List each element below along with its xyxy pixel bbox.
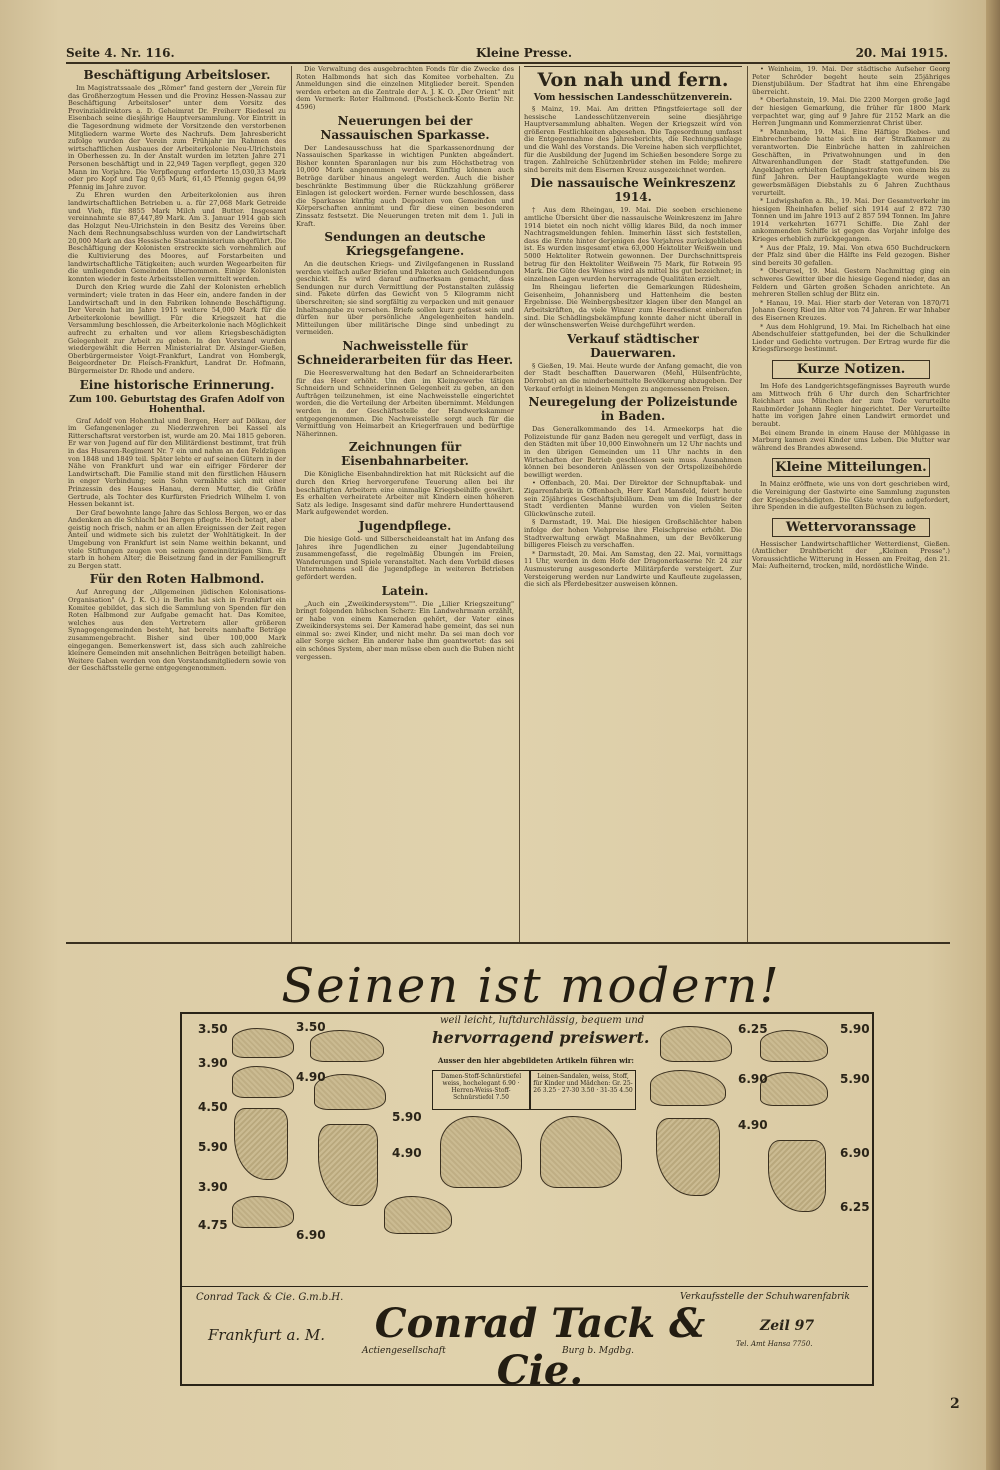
column-divider <box>519 66 520 942</box>
article-title: Latein. <box>381 583 429 598</box>
article-paragraph: Die Königliche Eisenbahndirektion hat mit Rücksicht auf die durch den Krieg hervorgerufene Teuerung allen bei ihr beschäftigten Arbeitern eine einmalige Kriegsbeihilfe gewährt. Es erhalten verheiratete Arbeiter mit Kindern einen höheren Satz als ledige. Insgesamt sind dafür mehrere Hunderttausend Mark aufgewendet worden. <box>296 470 514 517</box>
ad-price: 4.90 <box>296 1070 326 1084</box>
article-subtitle: Zum 100. Geburtstag des Grafen Adolf von Hohenthal. <box>69 394 285 415</box>
article-paragraph: Die Verwaltung des ausgebrachten Fonds für die Zwecke des Roten Halbmonds hat sich das Komitee vorbehalten. Zu Anmeldungen sind die einzelnen Mitglieder bereit. Spenden werden erbeten an die Zentrale der A. J. K. O. „Der Orient" mit dem Vermerk: Roter Halbmond. (Postscheck-Konto Berlin Nr. 4596) <box>296 66 514 111</box>
ad-price: 6.90 <box>840 1146 870 1160</box>
section-heading: Von nah und fern. <box>524 66 742 91</box>
page-edge <box>986 0 1000 1470</box>
page-header <box>66 46 948 60</box>
ad-price: 6.90 <box>738 1072 768 1086</box>
ad-box-boots: Damen-Stoff-Schnürstiefel weiss, hochelegant 6.90 · Herren-Weiss-Stoff-Schnürstiefel 7.50 <box>432 1070 530 1110</box>
article-paragraph: An die deutschen Kriegs- und Zivilgefangenen in Russland werden vielfach außer Briefen und Paketen auch Geldsendungen geschickt. Es wird darauf aufmerksam gemacht, dass Sendungen nur durch Vermittlung der Postanstalten zulässig sind. Pakete dürfen das Gewicht von 5 Kilogramm nicht überschreiten; sie sind sorgfältig zu verpacken und mit genauer Inhaltsangabe zu versehen. Briefe sollen kurz gefasst sein und dürfen nur über persönliche Angelegenheiten handeln. Mitteilungen über militärische Dinge sind unbedingt zu vermeiden. <box>296 260 514 337</box>
article-title: Die nassauische Weinkreszenz 1914. <box>530 176 736 205</box>
article-paragraph: * Aus dem Hohlgrund, 19. Mai. Im Richelbach hat eine Abendschulfeier stattgefunden, bei der die Schulkinder Lieder und Gedichte vortrugen. Der Ertrag wurde für die Kriegsfürsorge bestimmt. <box>752 322 950 354</box>
ad-price: 6.90 <box>296 1228 326 1242</box>
article-title: Neuerungen bei der Nassauischen Sparkasse. <box>320 113 490 142</box>
article-paragraph: * Oberlahnstein, 19. Mai. Die 2200 Morgen große Jagd der hiesigen Gemarkung, die früher für 1800 Mark verpachtet war, ging auf 9 Jahre für 2152 Mark an die Herren Jungmann und Kommerzienrat Christ über. <box>752 96 950 128</box>
article-title: Beschäftigung Arbeitsloser. <box>83 68 271 82</box>
article-paragraph: § Gießen, 19. Mai. Heute wurde der Anfang gemacht, die von der Stadt beschafften Dauerwaren (Mehl, Hülsenfrüchte, Dörrobst) an die minderbemittelte Bevölkerung abzugeben. Der Verkauf erfolgt in kleinen Mengen zu angemessenen Preisen. <box>524 361 742 393</box>
header-rule <box>66 62 950 64</box>
brand-ag: Actiengesellschaft <box>362 1346 446 1356</box>
article-paragraph: Der Landesausschuss hat die Sparkassenordnung der Nassauischen Sparkasse in wichtigen Punkten abgeändert. Bisher konnten Sparanlagen nur bis zum Höchstbetrag von 10,000 Mark angenommen werden. Künftig können auch Beträge darüber hinaus angelegt werden. Auch die bisher beschränkte Bestimmung über die Rückzahlung größerer Einlagen ist gelockert worden. Ferner wurde beschlossen, dass die Sparkasse künftig auch Depositen von Gemeinden und Körperschaften annimmt und für diese einen besonderen Zinssatz festsetzt. Die Neuerungen treten mit dem 1. Juli in Kraft. <box>296 143 514 228</box>
article-paragraph: Auf Anregung der „Allgemeinen jüdischen Kolonisations-Organisation" (A. J. K. O.) in Berlin hat sich in Frankfurt ein Komitee gebildet, das sich die Sammlung von Spenden für den Roten Halbmond zur Aufgabe gemacht hat. Das Komitee, welches aus den Vertretern aller größeren Synagogengemeinden besteht, hat bereits namhafte Beträge zusammengebracht. Bisher sind über 100,000 Mark eingegangen. Bemerkenswert ist, dass sich auch zahlreiche kleinere Gemeinden mit ansehnlichen Beiträgen beteiligt haben. Weitere Gaben werden von den Vorstandsmitgliedern sowie von der Geschäftsstelle gerne entgegengenommen. <box>68 588 286 673</box>
article-paragraph: Die Heeresverwaltung hat den Bedarf an Schneiderarbeiten für das Heer erhöht. Um den im Kleingewerbe tätigen Schneidern und Schneiderinnen Gelegenheit zu geben, an den Aufträgen teilzunehmen, ist eine Nachweisstelle eingerichtet worden, die die Verteilung der Arbeiten übernimmt. Meldungen werden in der Geschäftsstelle der Handwerkskammer entgegengenommen. Die Nachweisstelle sorgt auch für die Vermittlung von Heimarbeit an Kriegerfrauen und bedürftige Näherinnen. <box>296 369 514 438</box>
ad-box-sandals: Leinen-Sandalen, weiss, Stoff, für Kinder und Mädchen: Gr. 25-26 3.25 · 27-30 3.50 · 31-35 4.50 <box>530 1070 636 1110</box>
article-paragraph: * Oberursel, 19. Mai. Gestern Nachmittag ging ein schweres Gewitter über die hiesige Gegend nieder, das an Feldern und Gärten großen Schaden anrichtete. An mehreren Stellen schlug der Blitz ein. <box>752 267 950 299</box>
ad-headline: Seinen ist modern! <box>281 958 781 1014</box>
article-paragraph: Das Generalkommando des 14. Armeekorps hat die Polizeistunde für ganz Baden neu geregelt und verfügt, dass in den Städten mit über 10,000 Einwohnern um 12 Uhr nachts und in den übrigen Gemeinden um 11 Uhr nachts in den Wirtschaften der Betrieb geschlossen sein muss. Ausnahmen können bei besonderen Anlässen von der Ortspolizeibehörde bewilligt werden. <box>524 425 742 479</box>
article-title: Kleine Mitteilungen. <box>772 458 930 477</box>
article-title: Eine historische Erinnerung. <box>79 377 275 392</box>
column-1 <box>68 66 286 942</box>
ad-price: 3.90 <box>198 1180 228 1194</box>
brand-name: Conrad Tack & Cie. <box>374 1300 706 1394</box>
ad-price: 5.90 <box>392 1110 422 1124</box>
article-paragraph: * Ludwigshafen a. Rh., 19. Mai. Der Gesamtverkehr im hiesigen Rheinhafen belief sich 1914 auf 2 872 730 Tonnen und im Jahre 1913 auf 2 857 594 Tonnen. Im Jahre 1914 verkehrten 16771 Schiffe. Die Zahl der ankommenden Schiffe ist gegen das Vorjahr infolge des Krieges erheblich zurückgegangen. <box>752 197 950 244</box>
ad-price: 3.90 <box>198 1056 228 1070</box>
article-paragraph: • Offenbach, 20. Mai. Der Direktor der Schnupftabak- und Zigarrenfabrik in Offenbach, Herr Karl Mansfeld, feiert heute sein 25jähriges Geschäftsjubiläum. Dem um die Industrie der Stadt verdienten Manne wurden von vielen Seiten Glückwünsche zuteil. <box>524 479 742 518</box>
article-paragraph: * Darmstadt, 20. Mai. Am Samstag, den 22. Mai, vormittags 11 Uhr, werden in dem Hofe der Dragonerkaserne Nr. 24 zur Ausmusterung ausgesonderte Militärpferde versteigert. Zur Versteigerung werden nur Landwirte und Kaufleute zugelassen, die sich als Pferdebesitzer ausweisen können. <box>524 549 742 589</box>
article-paragraph: § Darmstadt, 19. Mai. Die hiesigen Großschlächter haben infolge der hohen Viehpreise ihre Fleischpreise erhöht. Die Stadtverwaltung erwägt Maßnahmen, um der Bevölkerung billigeres Fleisch zu verschaffen. <box>524 518 742 550</box>
article-paragraph: Im Magistratssaale des „Römer" fand gestern der „Verein für das Großherzogtum Hessen und die Provinz Hessen-Nassau zur Beschäftigung Arbeitsloser" unter dem Vorsitz des Provinzialdirektors a. D. Geheimrat Dr. Freiherr Riedesel zu Eisenbach seine diesjährige Hauptversammlung. Vor Eintritt in die Tagesordnung widmete der Vorsitzende den verstorbenen Mitgliedern warme Worte des Nachrufs. Dem Jahresbericht zufolge wurden der Verein zum Frühjahr im Rahmen des wirtschaftlichen Ausbaues der Arbeiterkolonie Neu-Ulrichstein in Oberhessen zu. In der Anstalt wurden im letzten Jahre 271 Personen beschäftigt und in 22,949 Tagen verpflegt, gegen 320 Mann im Vorjahre. Die Verpflegung erforderte 15,030,33 Mark oder pro Kopf und Tag 0,65 Mark, 61,45 Pfennig gegen 64,99 Pfennig im Jahre zuvor. <box>68 84 286 191</box>
article-title: Wettervoranssage <box>772 518 930 537</box>
column-divider <box>747 66 748 942</box>
article-paragraph: Bei einem Brande in einem Hause der Mühlgasse in Marburg kamen zwei Kinder ums Leben. Die Mutter war während des Brandes abwesend. <box>752 428 950 452</box>
article-paragraph: * Mannheim, 19. Mai. Eine Häftige Diebes- und Einbrecherbande hatte sich in der Strafkammer zu verantworten. Die Einbrüche hatten in zahlreichen Geschäften, in Privatwohnungen und in den Altwarenhandlungen der Stadt stattgefunden. Die Angeklagten erhielten Gefängnisstrafen von einem bis zu fünf Jahren. Der Hauptangeklagte wurde wegen gewerbsmäßigen Diebstahls zu 6 Jahren Zuchthaus verurteilt. <box>752 127 950 197</box>
article-paragraph: „Auch ein „Zweikindersystem"". Die „Lilier Kriegszeitung" bringt folgenden hübschen Scherz: Ein Landwehrmann erzählt, er habe von einem Kameraden gehört, der Vater eines Zweikindersystems sei. Der Kamerad habe gemeint, das sei nun einmal so: zwei Kinder, und nicht mehr. Da sei man doch vor aller Sorge sicher. Ein anderer habe ihm geantwortet: das sei ein schönes System, aber man müsse eben auch die Buben nicht vergessen. <box>296 599 514 661</box>
article-paragraph: Der Graf bewohnte lange Jahre das Schloss Bergen, wo er das Andenken an die Schlacht bei Bergen pflegte. Hoch betagt, aber geistig noch frisch, nahm er an allen Ereignissen der Zeit regen Anteil und widmete sich bis zuletzt der Wohltätigkeit. In der Umgebung von Frankfurt ist sein Name weithin bekannt, und viele Stiftungen zeugen von seinem gemeinnützigen Sinn. Er starb in hohem Alter; die Beisetzung fand in der Familiengruft zu Bergen statt. <box>68 508 286 570</box>
brand-telephone: Tel. Amt Hansa 7750. <box>736 1340 813 1348</box>
article-paragraph: § Mainz, 19. Mai. Am dritten Pfingstfeiertage soll der hessische Landesschützenverein seine diesjährige Hauptversammlung abhalten. Wegen der Kriegszeit wird von größeren Festlichkeiten abgesehen. Die Tagesordnung umfasst die Entgegennahme des Jahresberichts, die Rechnungsablage und die Wahl des Vorstands. Die Vereine haben sich verpflichtet, für die Ausbildung der Jugend im Schießen besondere Sorge zu tragen. Zahlreiche Schützenbrüder stehen im Felde; mehrere sind bereits mit dem Eisernen Kreuz ausgezeichnet worden. <box>524 105 742 174</box>
brand-company: Conrad Tack & Cie. G.m.b.H. <box>196 1292 344 1303</box>
ad-price: 5.90 <box>840 1022 870 1036</box>
ad-tagline: weil leicht, luftdurchlässig, bequem und <box>440 1015 645 1026</box>
article-paragraph: Im Hofe des Landgerichtsgefängnisses Bayreuth wurde am Mittwoch früh 6 Uhr durch den Scharfrichter Reichhart aus München der zum Tode verurteilte Raubmörder Johann Regler hingerichtet. Der Verurteilte hatte im vorigen Jahre einen Landwirt ermordet und beraubt. <box>752 381 950 428</box>
article-paragraph: * Hanau, 19. Mai. Hier starb der Veteran von 1870/71 Johann Georg Ried im Alter von 74 Jahren. Er war Inhaber des Eisernen Kreuzes. <box>752 298 950 322</box>
ad-price: 3.50 <box>296 1020 326 1034</box>
article-title: Für den Roten Halbmond. <box>89 572 265 587</box>
column-3 <box>524 66 742 942</box>
column-divider <box>291 66 292 942</box>
ad-price: 4.50 <box>198 1100 228 1114</box>
ad-price: 5.90 <box>840 1072 870 1086</box>
column-2 <box>296 66 514 942</box>
article-paragraph: Die hiesige Gold- und Silberscheideanstalt hat im Anfang des Jahres ihre Jugendlichen zu einer Jugendabteilung zusammengefasst, die regelmäßig Übungen im Freien, Wanderungen und Spiele veranstaltet. Nach dem Vorbild dieses Unternehmens soll die Jugendpflege in weiteren Betrieben gefördert werden. <box>296 534 514 581</box>
article-paragraph: Hessischer Landwirtschaftlicher Wetterdienst, Gießen. (Amtlicher Drahtbericht der „Kleinen Presse".) Voraussichtliche Witterung in Hessen am Freitag, den 21. Mai: Aufheiternd, trocken, mild, nordöstliche Winde. <box>752 539 950 571</box>
ad-price: 4.90 <box>738 1118 768 1132</box>
article-paragraph: In Mainz eröffnete, wie uns von dort geschrieben wird, die Vereinigung der Gastwirte eine Sammlung zugunsten der Kriegsbeschädigten. Die Gäste wurden aufgefordert, ihre Spenden in die aufgestellten Büchsen zu legen. <box>752 480 950 512</box>
article-paragraph: * Aus der Pfalz, 19. Mai. Von etwa 650 Buchdruckern der Pfalz sind über die Hälfte ins Feld gezogen. Bisher sind bereits 30 gefallen. <box>752 243 950 267</box>
header-paper-name: Kleine Presse. <box>476 46 573 60</box>
article-title: Jugendpflege. <box>358 518 452 533</box>
brand-city: Frankfurt a. M. <box>208 1326 326 1344</box>
brand-store-note: Verkaufsstelle der Schuhwarenfabrik <box>680 1292 850 1302</box>
brand-place: Burg b. Mgdbg. <box>562 1346 634 1356</box>
article-subtitle: Vom hessischen Landesschützenverein. <box>533 93 733 103</box>
article-title: Verkauf städtischer Dauerwaren. <box>567 331 699 360</box>
article-title: Sendungen an deutsche Kriegsgefangene. <box>324 230 486 259</box>
article-paragraph: • Weinheim, 19. Mai. Der städtische Aufseher Georg Peter Schröder begeht heute sein 25jähriges Dienstjubiläum. Der Stadtrat hat ihm eine Ehrengabe überreicht. <box>752 66 950 96</box>
ad-price: 5.90 <box>198 1140 228 1154</box>
page-number: 2 <box>950 1396 960 1412</box>
ad-price: 4.90 <box>392 1146 422 1160</box>
ad-price: 6.25 <box>840 1200 870 1214</box>
ad-price: 3.50 <box>198 1022 228 1036</box>
article-paragraph: Im Rheingau lieferten die Gemarkungen Rüdesheim, Geisenheim, Johannisberg und Hattenheim die besten Ergebnisse. Die Weinbergsbesitzer klagen über den Mangel an Arbeitskräften, da viele Winzer zum Heeresdienst einberufen sind. Die Schädlingsbekämpfung konnte daher nicht überall in der wünschenswerten Weise durchgeführt werden. <box>524 283 742 330</box>
ad-price: 4.75 <box>198 1218 228 1232</box>
article-paragraph: † Aus dem Rheingau, 19. Mai. Die soeben erschienene amtliche Übersicht über die nassauische Weinkreszenz im Jahre 1914 bietet ein noch nicht völlig klares Bild, da noch immer Nachtragsmeldungen fehlen. Immerhin lässt sich feststellen, dass die Ernte hinter derjenigen des Vorjahres zurückgeblieben ist. Es wurden insgesamt etwa 63,000 Hektoliter Weißwein und 5000 Hektoliter Rotwein gewonnen. Der Durchschnittspreis betrug für den Hektoliter Weißwein 75 Mark, für Rotwein 95 Mark. Die Güte des Weines wird als mittel bis gut bezeichnet; in einzelnen Lagen wurden hervorragende Qualitäten erzielt. <box>524 206 742 283</box>
article-title: Neuregelung der Polizeistunde in Baden. <box>528 395 738 424</box>
brand-address: Zeil 97 <box>760 1318 815 1334</box>
article-paragraph: Graf Adolf von Hohenthal und Bergen, Herr auf Dölkau, der im Gefangenenlager zu Niederzwehren bei Kassel als Ritterschaftsrat verstorben ist, wurde am 20. Mai 1815 geboren. Er war von Jugend auf für den Militärdienst bestimmt, trat früh in das Husaren-Regiment Nr. 7 ein und nahm an den Feldzügen von 1848 und 1849 teil. Später lebte er auf seinen Gütern in der Nähe von Frankfurt und war ein eifriger Förderer der Landwirtschaft. Die Familie stand mit den fürstlichen Häusern in enger Verbindung; sein Sohn vermählte sich mit einer Prinzessin des Hauses Hanau, deren Mutter, die Gräfin Gertrude, als Tochter des Kurfürsten Friedrich Wilhelm I. von Hessen bekannt ist. <box>68 416 286 509</box>
article-title: Zeichnungen für Eisenbahnarbeiter. <box>341 440 469 469</box>
ad-tagline-bold: hervorragend preiswert. <box>432 1028 650 1047</box>
ad-price: 6.25 <box>738 1022 768 1036</box>
ad-intro: Ausser den hier abgebildeten Artikeln führen wir: <box>437 1056 635 1065</box>
article-paragraph: Durch den Krieg wurde die Zahl der Kolonisten erheblich vermindert; viele traten in das Heer ein, andere fanden in der Landwirtschaft und in den Fabriken lohnende Beschäftigung. Der Verein hat im Jahre 1915 weitere 54,000 Mark für die Arbeiterkolonie bewilligt. Für die Kriegszeit hat die Versammlung beschlossen, die Arbeiterkolonie nach Möglichkeit aufrecht zu erhalten und vor allem Kriegsbeschädigten Gelegenheit zur Arbeit zu geben. In den Vorstand wurden wiedergewählt die Herren Ministerialrat Dr. Alsinger-Gießen, Oberbürgermeister Voigt-Frankfurt, Landrat von Hombergk, Beigeordneter Dr. Fleisch-Frankfurt, Landrat Dr. Hofmann, Bürgermeister Dr. Rhode und andere. <box>68 283 286 375</box>
column-4 <box>752 66 950 942</box>
article-title: Kurze Notizen. <box>772 360 930 379</box>
header-page-number: Seite 4. Nr. 116. <box>66 46 175 60</box>
columns-bottom-rule <box>66 942 950 944</box>
header-date: 20. Mai 1915. <box>855 46 948 60</box>
article-title: Nachweisstelle für Schneiderarbeiten für das Heer. <box>296 339 514 368</box>
article-paragraph: Zu Ehren wurden den Arbeiterkolonien aus ihren landwirtschaftlichen Betrieben u. a. für 27,068 Mark Getreide und Vieh, für 8855 Mark Milch und Butter. Insgesamt vereinnahmte sie 87,447,89 Mark. Am 3. Januar 1914 gab sich das Holzgut Neu-Ulrichstein in den Besitz des Vereins über. Nach dem Rechnungsabschluss wurden von der Landwirtschaft 20,000 Mark an das Hessische Staatsministerium abgeführt. Die Beschäftigung der Kolonisten erstreckte sich vornehmlich auf die Kultivierung des Moores, auf Forstarbeiten und landwirtschaftliche Tätigkeiten; auch wurden Wegearbeiten für die umliegenden Gemeinden übernommen. Einige Kolonisten konnten wieder in feste Arbeitsstellen vermittelt werden. <box>68 191 286 283</box>
